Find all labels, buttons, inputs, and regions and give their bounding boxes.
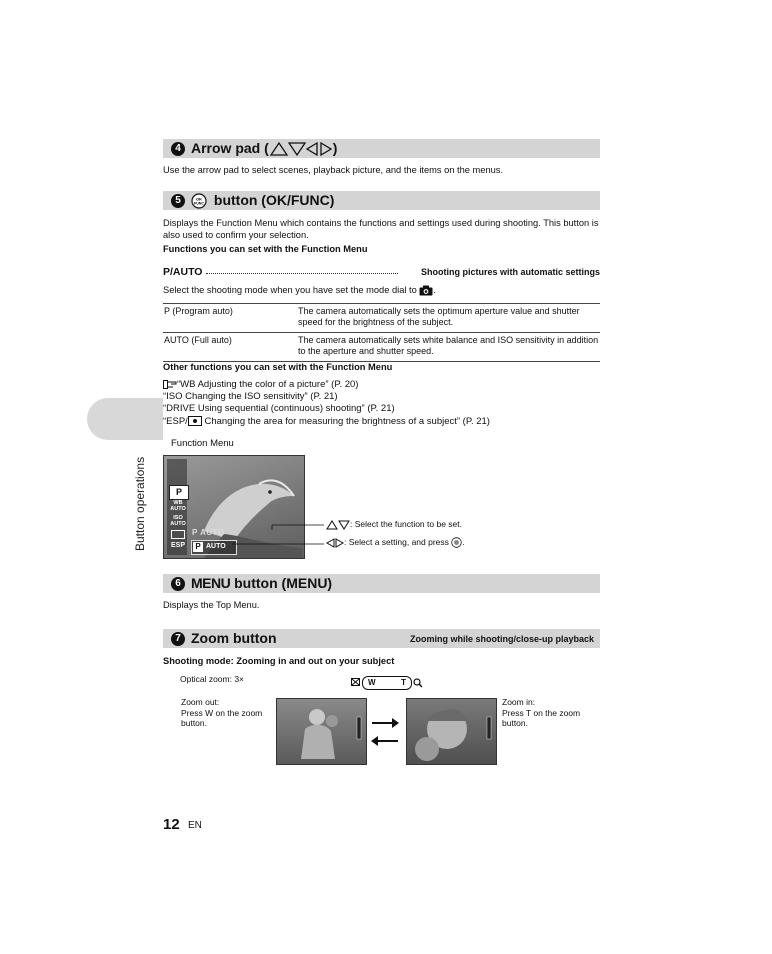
drive-icon[interactable] (171, 530, 185, 539)
lever-body[interactable] (362, 676, 412, 690)
option-program[interactable]: P (193, 542, 203, 552)
language-label: EN (188, 820, 202, 831)
mode-table (163, 303, 600, 362)
spot-metering-icon (188, 416, 202, 426)
dot-leader (206, 273, 398, 274)
menu-overlay-top: P AUTO (192, 528, 225, 537)
menu-item-wb[interactable]: WB AUTO (170, 500, 186, 512)
svg-text:OK: OK (196, 196, 202, 202)
zoom-out-screen (276, 698, 367, 765)
lever-w[interactable]: W (368, 678, 376, 687)
svg-text:FUNC: FUNC (194, 201, 204, 206)
section-title-text: button (OK/FUNC) (213, 192, 335, 208)
pauto-right-label: Shooting pictures with automatic settings (420, 267, 600, 277)
section-5-text: Displays the Function Menu which contains the functions and settings used during shooting. This button is also used to confirm your selection. (163, 218, 599, 240)
magnify-icon (413, 678, 423, 688)
sidebar-label: Button operations (133, 456, 147, 551)
section-4-text: Use the arrow pad to select scenes, playback picture, and the items on the menus. (163, 165, 504, 175)
section-number: 5 (171, 194, 185, 208)
ok-button-icon (451, 537, 465, 548)
wide-icon (351, 678, 361, 687)
list-item-text: “WB Adjusting the color of a picture” (P. 20) (177, 379, 359, 390)
zoom-lever[interactable] (351, 676, 423, 690)
other-functions-list (163, 379, 490, 428)
table-row (163, 333, 600, 362)
section-title (191, 140, 337, 157)
list-item (163, 379, 490, 391)
section-number: 7 (171, 632, 185, 646)
section-title (191, 192, 334, 209)
list-item: “ISO Changing the ISO sensitivity” (P. 21) (163, 391, 338, 403)
menu-item-esp[interactable]: ESP (170, 542, 185, 549)
up-down-arrows-icon (326, 520, 350, 530)
ok-func-button-icon (191, 193, 207, 209)
table-row (163, 304, 600, 333)
children-tele-image (407, 699, 496, 764)
section-title (191, 575, 332, 591)
section-title-end: ) (332, 140, 338, 156)
desc-cell: The camera automatically sets white balance and ISO sensitivity in addition to the aperture and shutter speed. (297, 333, 600, 362)
pauto-text: Select the shooting mode when you have set the mode dial to . (163, 285, 436, 295)
optical-zoom-label: Optical zoom: 3× (180, 674, 245, 684)
menu-word: MENU (191, 575, 231, 591)
section-7-header (163, 629, 600, 648)
list-item-text: “ESP/ (163, 415, 188, 427)
section-5-header (163, 191, 600, 210)
function-menu-label: Function Menu (171, 438, 234, 449)
pauto-row (163, 266, 600, 279)
section-4-header (163, 139, 600, 158)
list-item-text: Changing the area for measuring the brightness of a subject” (P. 21) (201, 415, 490, 427)
mode-cell: P (Program auto) (163, 304, 297, 333)
left-right-arrows-icon (326, 538, 344, 548)
lever-t[interactable]: T (401, 678, 406, 687)
pauto-label: P/AUTO (163, 266, 203, 278)
section-title-text: button (MENU) (230, 575, 333, 591)
callout-select-setting (326, 537, 465, 548)
desc-cell: The camera automatically sets the optimum aperture value and shutter speed for the brightness of the subject. (297, 304, 600, 333)
children-wide-image (277, 699, 366, 764)
page-number: 12 (163, 816, 180, 833)
arrow-pad-icon (269, 141, 333, 157)
menu-options-box[interactable] (191, 540, 237, 555)
side-tab (87, 398, 163, 440)
camera-icon (419, 285, 433, 296)
section-6-header (163, 574, 600, 593)
callout-select-function (326, 519, 462, 530)
section-title-text: Arrow pad ( (191, 140, 269, 156)
list-item (163, 416, 490, 428)
section-6-text: Displays the Top Menu. (163, 600, 260, 610)
function-menu-subheading: Functions you can set with the Function Menu (163, 244, 368, 254)
list-item: “DRIVE Using sequential (continuous) shooting” (P. 21) (163, 403, 395, 415)
section-number: 4 (171, 142, 185, 156)
zoom-out-text: Zoom out: Press W on the zoom button. (181, 697, 263, 728)
reference-hand-icon (163, 380, 177, 389)
callout-text: : Select the function to be set. (350, 519, 462, 529)
zoom-subheading: Shooting mode: Zooming in and out on your subject (163, 656, 395, 666)
option-auto[interactable]: AUTO (206, 543, 226, 550)
section-number: 6 (171, 577, 185, 591)
zoom-in-text: Zoom in: Press T on the zoom button. (502, 697, 581, 728)
zoom-in-screen (406, 698, 497, 765)
callout-lines (232, 520, 327, 550)
menu-item-iso[interactable]: ISO AUTO (170, 515, 186, 527)
menu-item-program[interactable]: P (169, 485, 189, 500)
mode-cell: AUTO (Full auto) (163, 333, 297, 362)
other-functions-heading: Other functions you can set with the Function Menu (163, 362, 393, 372)
zoom-direction-arrows (370, 716, 400, 748)
callout-text: . (462, 537, 465, 547)
section-title: Zoom button (191, 630, 277, 646)
pauto-text-content: Select the shooting mode when you have set the mode dial to (163, 285, 417, 295)
callout-text: : Select a setting, and press (344, 537, 449, 547)
section-right-label: Zooming while shooting/close-up playback (409, 634, 594, 644)
